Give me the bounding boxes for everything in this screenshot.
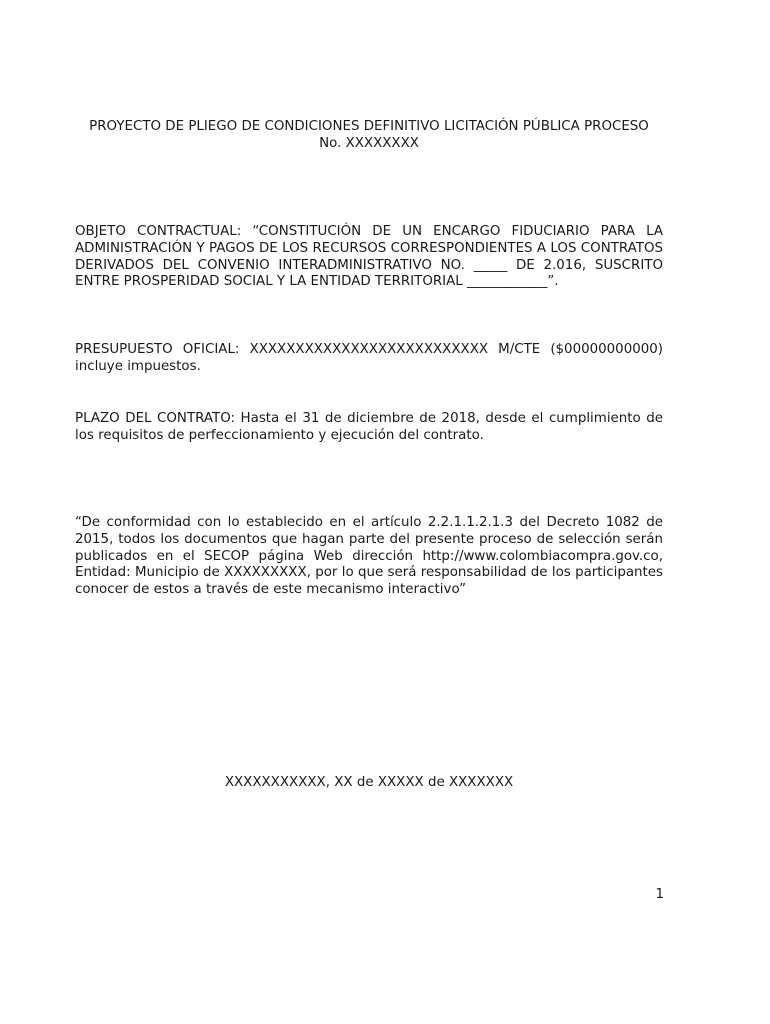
conformidad-paragraph: “De conformidad con lo establecido en el artículo 2.2.1.1.2.1.3 del Decreto 1082 de 2015, todos los documentos que hagan parte del presente proceso de selección serán publicados en el SECOP página Web dirección http://www.colombiacompra.gov.co, Entidad: Municipio de XXXXXXXXX, por lo que será responsabilidad de los participantes conocer de estos a través de este mecanismo interactivo” [75,515,663,598]
plazo-contrato-paragraph: PLAZO DEL CONTRATO: Hasta el 31 de diciembre de 2018, desde el cumplimiento de los requisitos de perfeccionamiento y ejecución del contrato. [75,411,663,443]
document-title-line-2: No. XXXXXXXX [319,135,419,151]
objeto-contractual-paragraph: OBJETO CONTRACTUAL: “CONSTITUCIÓN DE UN ENCARGO FIDUCIARIO PARA LA ADMINISTRACIÓN Y PAGOS DE LOS RECURSOS CORRESPONDIENTES A LOS CONTRATOS DERIVADOS DEL CONVENIO INTERADMINISTRATIVO NO. _____ DE 2.016, SUSCRITO ENTRE PROSPERIDAD SOCIAL Y LA ENTIDAD TERRITORIAL ____________”. [75,224,663,290]
place-date-line: XXXXXXXXXXX, XX de XXXXX de XXXXXXX [224,775,514,790]
page-number: 1 [655,887,664,902]
presupuesto-oficial-paragraph: PRESUPUESTO OFICIAL: XXXXXXXXXXXXXXXXXXXXXXXXXX M/CTE ($00000000000) incluye impuestos. [75,342,663,374]
document-title [70,119,668,153]
document-title-line-1: PROYECTO DE PLIEGO DE CONDICIONES DEFINITIVO LICITACIÓN PÚBLICA PROCESO [89,119,649,134]
